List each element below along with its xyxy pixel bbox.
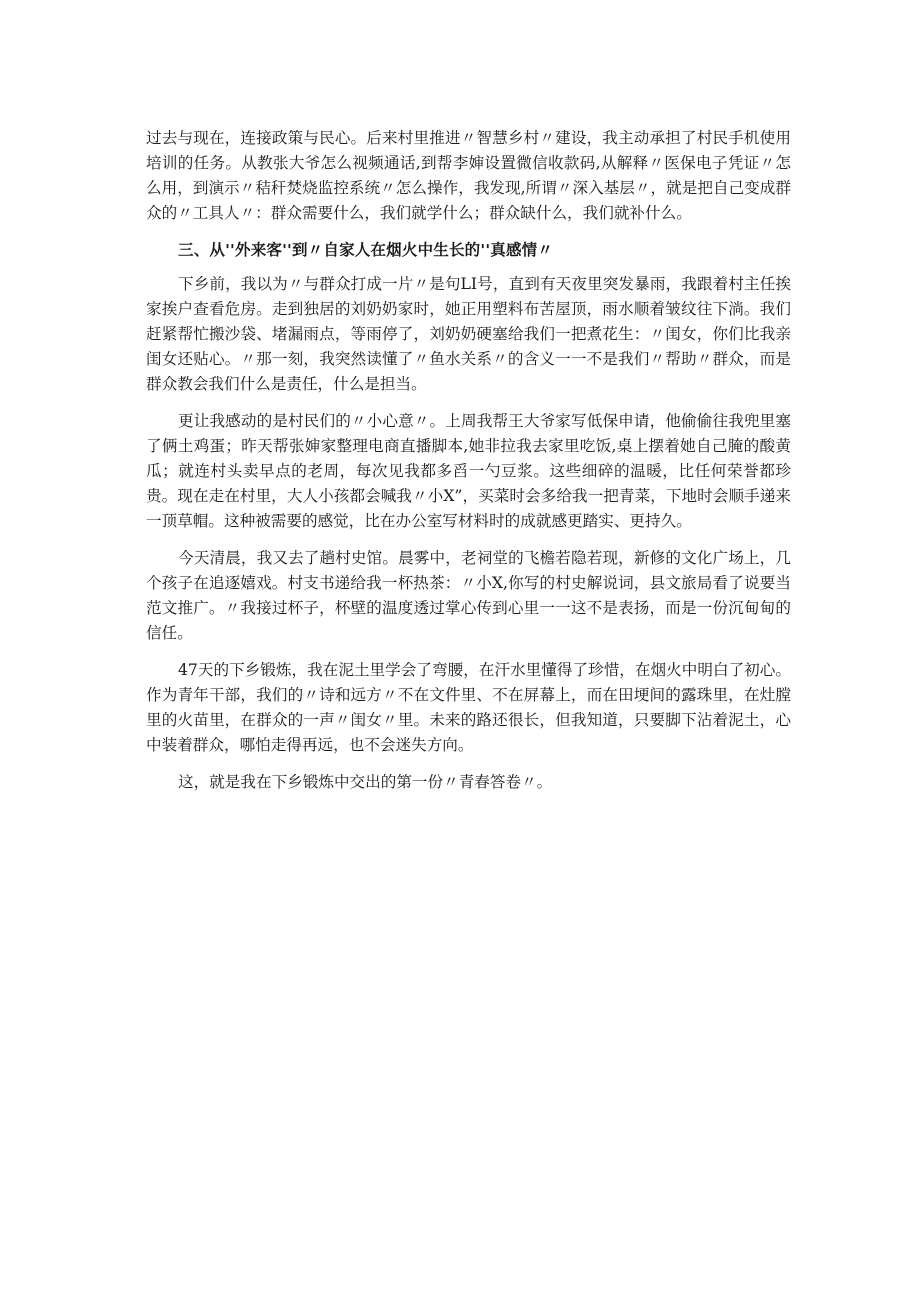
paragraph: 更让我感动的是村民们的〃小心意〃。上周我帮王大爷家写低保申请，他偷偷往我兜里塞了俩土鸡蛋；昨天帮张婶家整理电商直播脚本,她非拉我去家里吃饭,桌上摆着她自己腌的酸黄瓜；就连村头卖早点的老周，每次见我都多舀一勺豆浆。这些细碎的温暖，比任何荣誉都珍贵。现在走在村里，大人小孩都会喊我〃小X”，买菜时会多给我一把青菜，下地时会顺手递来一顶草帽。这种被需要的感觉，比在办公室写材料时的成就感更踏实、更持久。 bbox=[146, 412, 791, 530]
paragraph-closing: 这，就是我在下乡锻炼中交出的第一份〃青春答卷〃。 bbox=[178, 773, 553, 791]
paragraph: 下乡前，我以为〃与群众打成一片〃是句LI号，直到有天夜里突发暴雨，我跟着村主任挨家挨户查看危房。走到独居的刘奶奶家时，她正用塑料布苦屋顶，雨水顺着皱纹往下淌。我们赶紧帮忙搬沙袋、堵漏雨点，等雨停了，刘奶奶硬塞给我们一把煮花生：〃闺女，你们比我亲闺女还贴心。〃那一刻，我突然读懂了〃鱼水关系〃的含义一一不是我们〃帮助〃群众，而是群众教会我们什么是责任，什么是担当。 bbox=[146, 275, 791, 393]
paragraph-continuation: 过去与现在，连接政策与民心。后来村里推进〃智慧乡村〃建设，我主动承担了村民手机使用培训的任务。从教张大爷怎么视频通话,到帮李婶设置微信收款码,从解释〃医保电子凭证〃怎么用，到演示〃秸秆焚烧监控系统〃怎么操作，我发现,所谓〃深入基层〃，就是把自己变成群众的〃工具人〃：群众需要什么，我们就学什么；群众缺什么，我们就补什么。 bbox=[146, 129, 791, 222]
paragraph: 47天的下乡锻炼，我在泥土里学会了弯腰，在汗水里懂得了珍惜，在烟火中明白了初心。作为青年干部，我们的〃诗和远方〃不在文件里、不在屏幕上，而在田埂间的露珠里，在灶膛里的火苗里，在群众的一声〃闺女〃里。未来的路还很长，但我知道，只要脚下沾着泥土，心中装着群众，哪怕走得再远，也不会迷失方向。 bbox=[146, 661, 791, 754]
paragraph: 今天清晨，我又去了趟村史馆。晨雾中，老祠堂的飞檐若隐若现，新修的文化广场上，几个孩子在追逐嬉戏。村支书递给我一杯热茶：〃小X,你写的村史解说词，县文旅局看了说要当范文推广。〃我接过杯子，杯壁的温度透过掌心传到心里一一这不是表扬，而是一份沉甸甸的信任。 bbox=[146, 549, 791, 642]
document-body bbox=[146, 126, 791, 807]
section-heading: 三、从''外来客''到〃自家人在烟火中生长的''真感情〃 bbox=[178, 241, 554, 259]
